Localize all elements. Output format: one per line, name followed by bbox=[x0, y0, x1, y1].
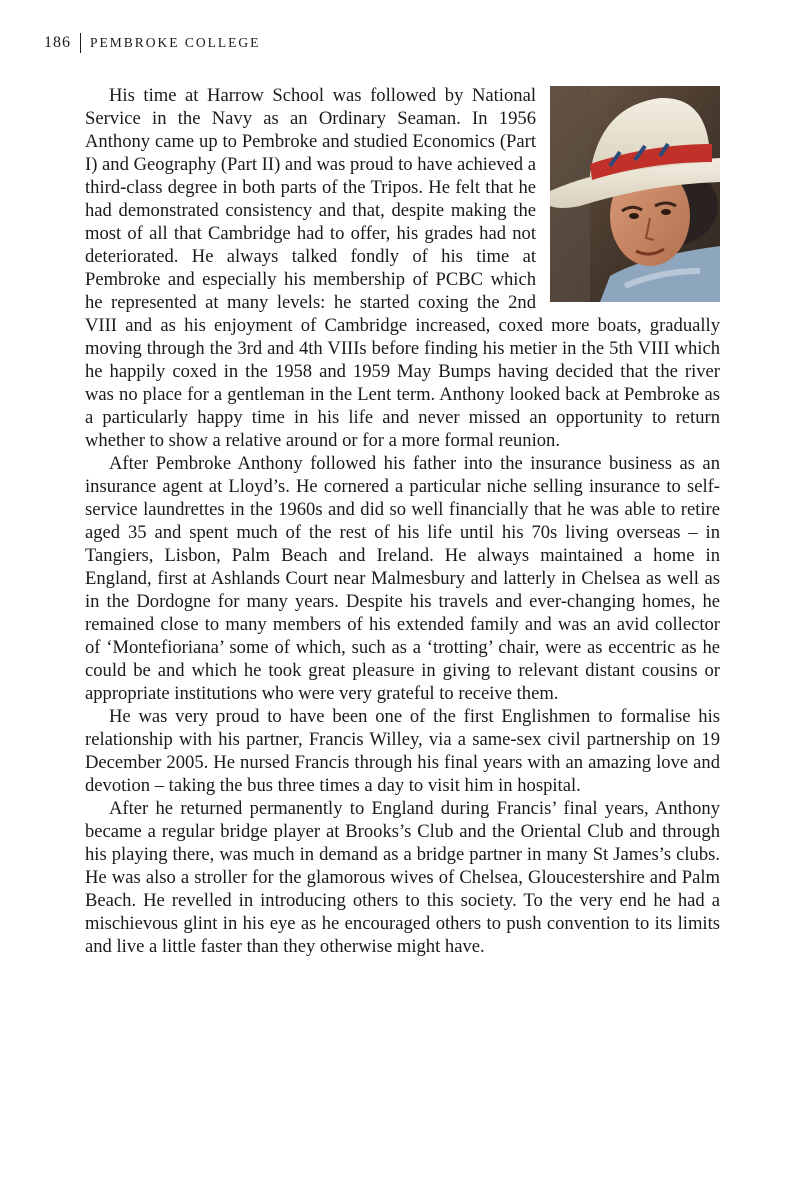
paragraph: His time at Harrow School was followed by National Service in the Navy as an Ordinary Seaman. In 1956 Anthony came up to Pembroke and studied Economics (Part I) and Geography (Part II) and was proud to have achieved a third-class degree in both parts of the Tripos. He felt that he had demonstrated consistency and that, despite making the most of all that Cambridge had to offer, his grades had not deteriorated. He always talked fondly of his time at Pembroke and especially his membership of PCBC which he represented at many levels: he started coxing the 2nd VIII and as his enjoyment of Cambridge increased, coxed more boats, gradually moving through the 3rd and 4th VIIIs before finding his metier in the 5th VIII which he happily coxed in the 1958 and 1959 May Bumps having decided that the river was no place for a gentleman in the Lent term. Anthony looked back at Pembroke as a particularly happy time in his life and never missed an opportunity to return whether to show a relative around or for a more formal reunion. bbox=[85, 85, 720, 451]
page-number: 186 bbox=[44, 34, 71, 51]
portrait-photo bbox=[550, 86, 720, 302]
running-title: PEMBROKE COLLEGE bbox=[90, 35, 261, 50]
paragraph: After Pembroke Anthony followed his father into the insurance business as an insurance agent at Lloyd’s. He cornered a particular niche selling insurance to self-service laundrettes in the 1960s and did so well financially that he was able to retire aged 35 and spent much of the rest of his life until his 70s living overseas – in Tangiers, Lisbon, Palm Beach and Ireland. He always maintained a home in England, first at Ashlands Court near Malmesbury and latterly in Chelsea as well as in the Dordogne for many years. Despite his travels and ever-changing homes, he remained close to many members of his extended family and was an avid collector of ‘Montefioriana’ some of which, such as a ‘trotting’ chair, were as eccentric as he could be and which he took great pleasure in giving to relevant distant cousins or appropriate institutions who were very grateful to receive them. bbox=[85, 453, 720, 704]
article-body bbox=[85, 84, 720, 958]
header-divider bbox=[80, 33, 81, 53]
page-header bbox=[44, 32, 260, 54]
portrait-image bbox=[550, 86, 720, 302]
paragraph: He was very proud to have been one of the first Englishmen to formalise his relationship with his partner, Francis Willey, via a same-sex civil partnership on 19 December 2005. He nursed Francis through his final years with an amazing love and devotion – taking the bus three times a day to visit him in hospital. bbox=[85, 706, 720, 796]
paragraph: After he returned permanently to England during Francis’ final years, Anthony became a regular bridge player at Brooks’s Club and the Oriental Club and through his playing there, was much in demand as a bridge partner in many St James’s clubs. He was also a stroller for the glamorous wives of Chelsea, Gloucestershire and Palm Beach. He revelled in introducing others to this society. To the very end he had a mischievous glint in his eye as he encouraged others to push convention to its limits and live a little faster than they otherwise might have. bbox=[85, 798, 720, 957]
